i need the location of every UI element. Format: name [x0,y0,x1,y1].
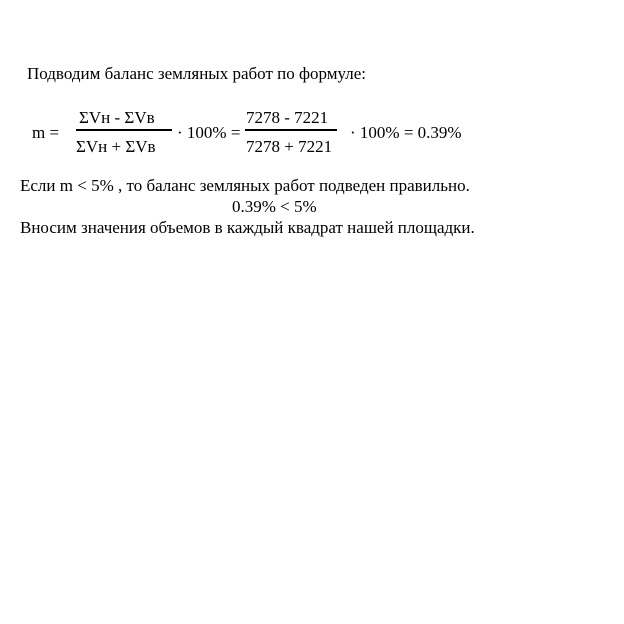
fraction-1-numerator: ΣVн - ΣVв [79,108,155,127]
check-text: 0.39% < 5% [232,197,317,216]
multiplier-1: · 100% = [177,123,241,142]
intro-text: Подводим баланс земляных работ по формуле: [27,64,366,83]
condition-text: Если m < 5% , то баланс земляных работ подведен правильно. [20,176,470,195]
formula-lhs: m = [32,123,60,142]
outro-text: Вносим значения объемов в каждый квадрат нашей площадки. [20,218,475,237]
fraction-2-bar [245,129,337,131]
formula-result: · 100% = 0.39% [350,123,462,142]
fraction-2-denominator: 7278 + 7221 [246,137,333,156]
fraction-1-bar [76,129,172,131]
fraction-2-numerator: 7278 - 7221 [246,108,329,127]
fraction-1-denominator: ΣVн + ΣVв [76,137,156,156]
